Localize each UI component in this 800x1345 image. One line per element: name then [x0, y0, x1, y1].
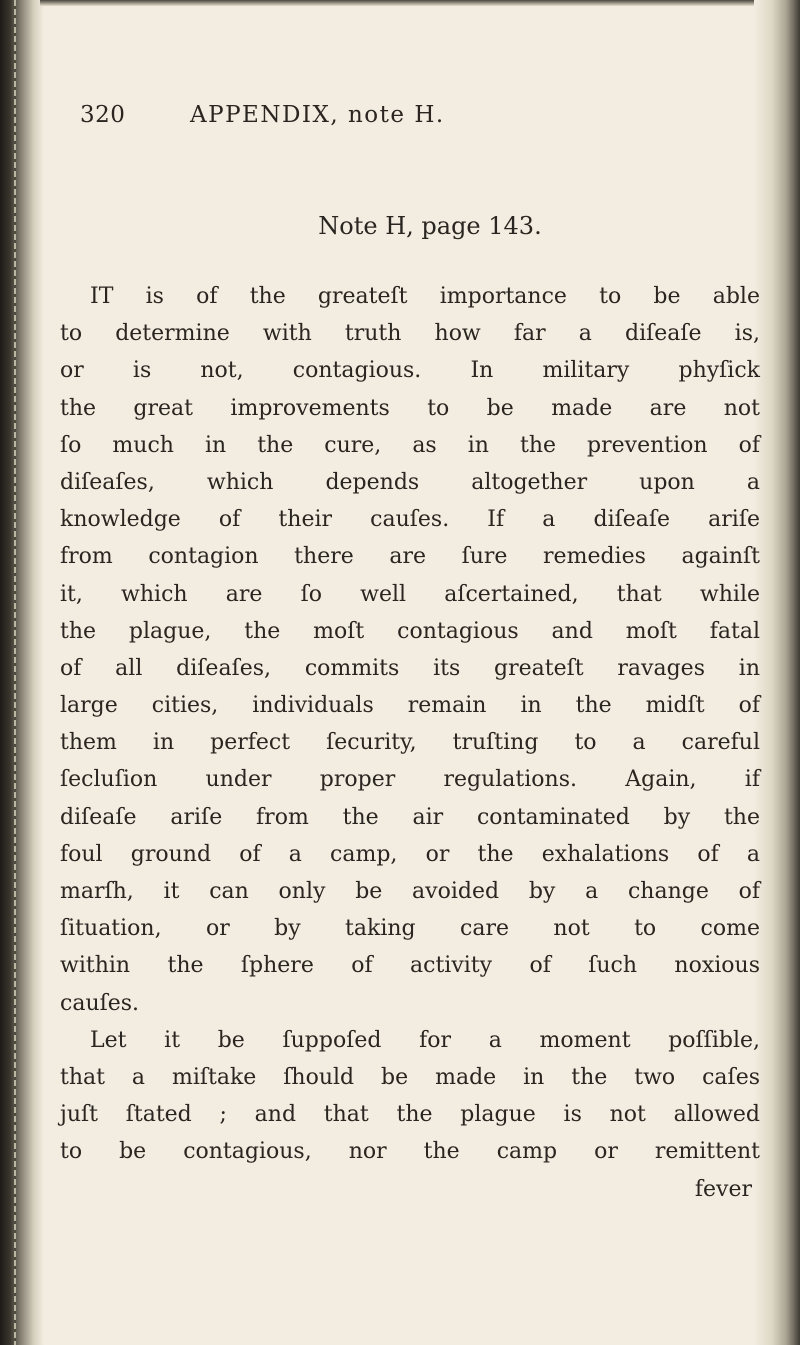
text-line: or is not, contagious. In military phyſick [60, 358, 760, 384]
body-text [60, 278, 760, 1208]
book-page [60, 0, 760, 1345]
text-line: of all diſeaſes, commits its greateſt ravages in [60, 655, 760, 681]
text-line: foul ground of a camp, or the exhalations of a [60, 841, 760, 867]
text-line: that a miſtake ſhould be made in the two caſes [60, 1064, 760, 1090]
text-line: from contagion there are ſure remedies againſt [60, 544, 760, 570]
text-line: marſh, it can only be avoided by a change of [60, 879, 760, 904]
text-line: ſecluſion under proper regulations. Again, if [60, 767, 760, 793]
page-number: 320 [80, 102, 126, 128]
text-line: the great improvements to be made are not [60, 395, 760, 421]
book-gutter [0, 0, 44, 1345]
text-line: to be contagious, nor the camp or remittent [60, 1139, 760, 1165]
note-heading: Note H, page 143. [318, 212, 542, 240]
text-line: large cities, individuals remain in the midſt of [60, 693, 760, 719]
text-line: the plague, the moſt contagious and moſt fatal [60, 618, 760, 644]
text-line: it, which are ſo well aſcertained, that while [60, 581, 760, 607]
text-line: ſituation, or by taking care not to come [60, 916, 760, 942]
text-line: to determine with truth how far a diſeaſe is, [60, 321, 760, 347]
text-line: cauſes. [60, 990, 140, 1016]
text-line: knowledge of their cauſes. If a diſeaſe ariſe [60, 507, 760, 533]
text-line: Let it be ſuppoſed for a moment poſſible, [90, 1027, 760, 1053]
catchword: fever [694, 1176, 752, 1202]
running-title: APPENDIX, note H. [190, 102, 445, 128]
text-line: juſt ſtated ; and that the plague is not allowed [60, 1102, 760, 1128]
text-line: diſeaſes, which depends altogether upon a [60, 469, 760, 495]
text-line: diſeaſe ariſe from the air contaminated by the [60, 804, 760, 830]
page-fore-edge [754, 0, 800, 1345]
running-head [60, 102, 760, 142]
text-line: within the ſphere of activity of ſuch noxious [60, 953, 760, 979]
text-line: IT is of the greateſt importance to be able [90, 284, 760, 309]
text-line: them in perfect ſecurity, truſting to a careful [60, 730, 760, 756]
text-line: ſo much in the cure, as in the prevention of [60, 432, 760, 458]
